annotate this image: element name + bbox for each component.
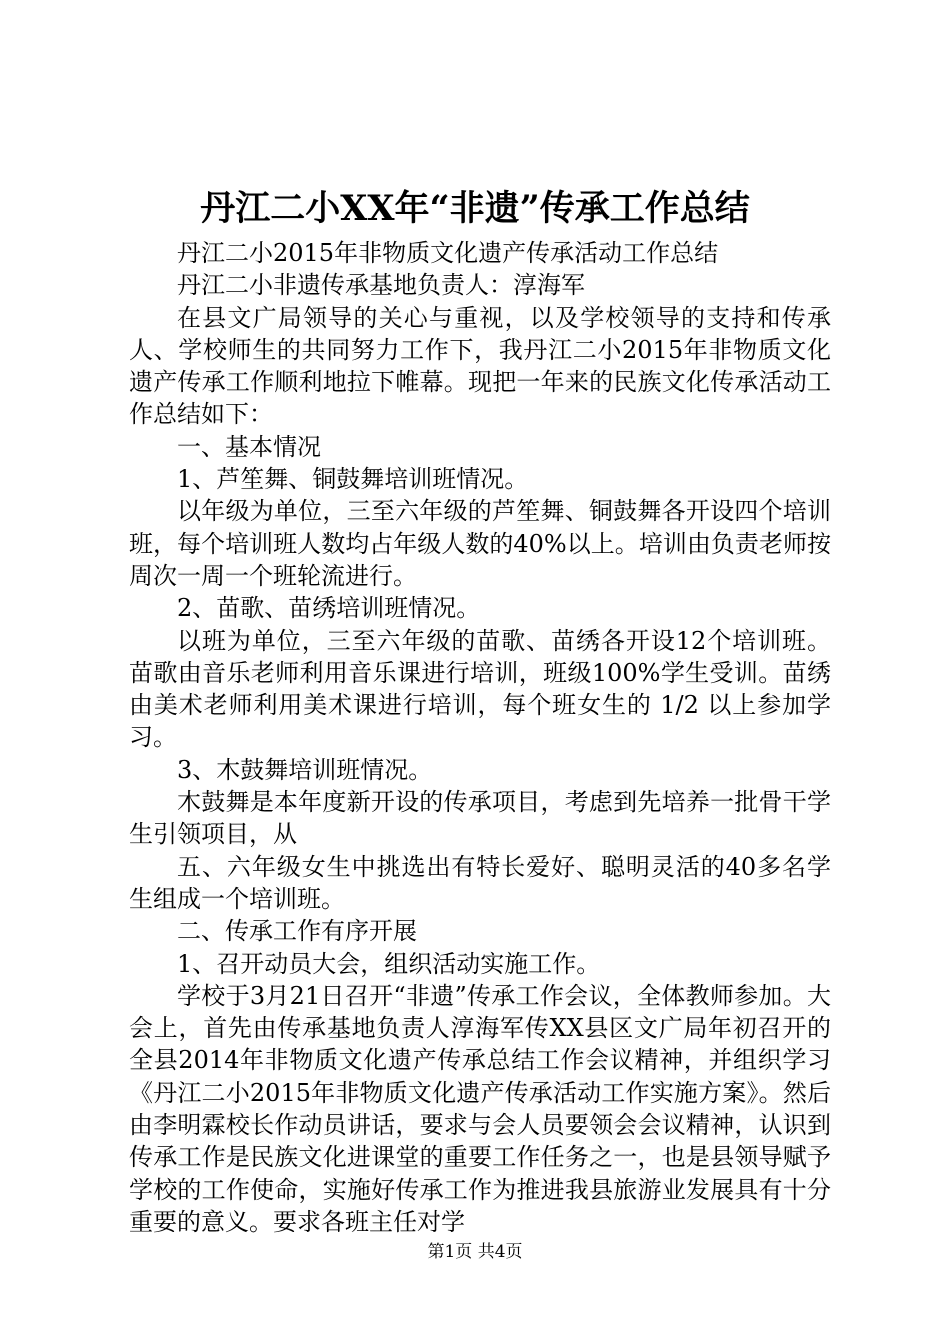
subsection-heading: 1、召开动员大会，组织活动实施工作。 [177, 949, 601, 978]
paragraph: 木鼓舞是本年度新开设的传承项目，考虑到先培养一批骨干学生引领项目，从 [129, 788, 831, 849]
page-total: 共4页 [477, 1242, 523, 1262]
paragraph: 以年级为单位，三至六年级的芦笙舞、铜鼓舞各开设四个培训班，每个培训班人数均占年级人数的40%以上。培训由负责老师按周次一周一个班轮流进行。 [129, 497, 831, 590]
subsection-heading: 1、芦笙舞、铜鼓舞培训班情况。 [177, 465, 529, 494]
page-footer [0, 1240, 950, 1264]
paragraph: 丹江二小2015年非物质文化遗产传承活动工作总结 [177, 239, 719, 267]
page-number: 第1页 [427, 1242, 473, 1262]
paragraph: 丹江二小非遗传承基地负责人：淳海军 [177, 271, 585, 300]
paragraph: 五、六年级女生中挑选出有特长爱好、聪明灵活的40多名学生组成一个培训班。 [129, 852, 831, 913]
document-title: 丹江二小XX年“非遗”传承工作总结 [200, 188, 750, 229]
subsection-heading: 3、木鼓舞培训班情况。 [177, 755, 433, 784]
section-heading: 一、基本情况 [177, 432, 321, 461]
document-body [129, 237, 831, 1238]
paragraph: 以班为单位，三至六年级的苗歌、苗绣各开设12个培训班。苗歌由音乐老师利用音乐课进行培训，班级100%学生受训。苗绣由美术老师利用美术课进行培训，每个班女生的 1/2 以上参加学习。 [129, 626, 831, 752]
paragraph: 学校于3月21日召开“非遗”传承工作会议，全体教师参加。大会上，首先由传承基地负责人淳海军传XX县区文广局年初召开的全县2014年非物质文化遗产传承总结工作会议精神，并组织学习《丹江二小2015年非物质文化遗产传承活动工作实施方案》。然后由李明霖校长作动员讲话，要求与会人员要领会会议精神，认识到传承工作是民族文化进课堂的重要工作任务之一，也是县领导赋予学校的工作使命，实施好传承工作为推进我县旅游业发展具有十分重要的意义。要求各班主任对学 [129, 981, 831, 1236]
subsection-heading: 2、苗歌、苗绣培训班情况。 [177, 594, 481, 623]
paragraph: 在县文广局领导的关心与重视，以及学校领导的支持和传承人、学校师生的共同努力工作下，我丹江二小2015年非物质文化遗产传承工作顺利地拉下帷幕。现把一年来的民族文化传承活动工作总结如下： [129, 303, 831, 429]
section-heading: 二、传承工作有序开展 [177, 917, 417, 946]
